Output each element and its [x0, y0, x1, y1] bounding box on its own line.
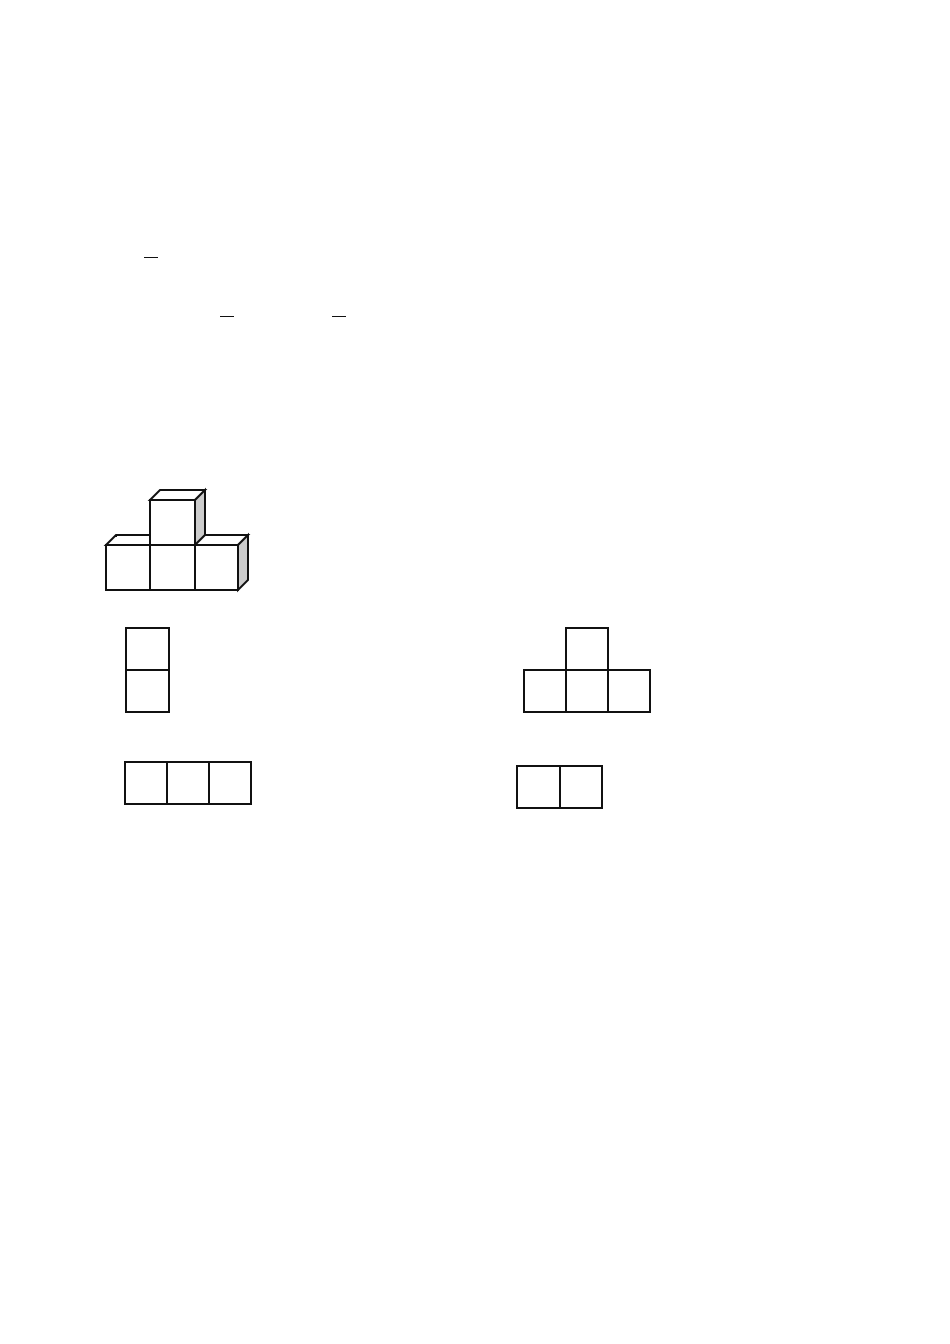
q1-option-b-bar [220, 316, 234, 317]
q3-option-d-figure [515, 764, 605, 812]
q3-option-c-figure [123, 760, 255, 808]
q1-frac-bar [144, 257, 158, 258]
q3-option-b-figure [522, 626, 654, 716]
q1-option-c-bar [332, 316, 346, 317]
q3-option-a-figure [124, 626, 172, 716]
cube-solid-figure [100, 485, 260, 597]
